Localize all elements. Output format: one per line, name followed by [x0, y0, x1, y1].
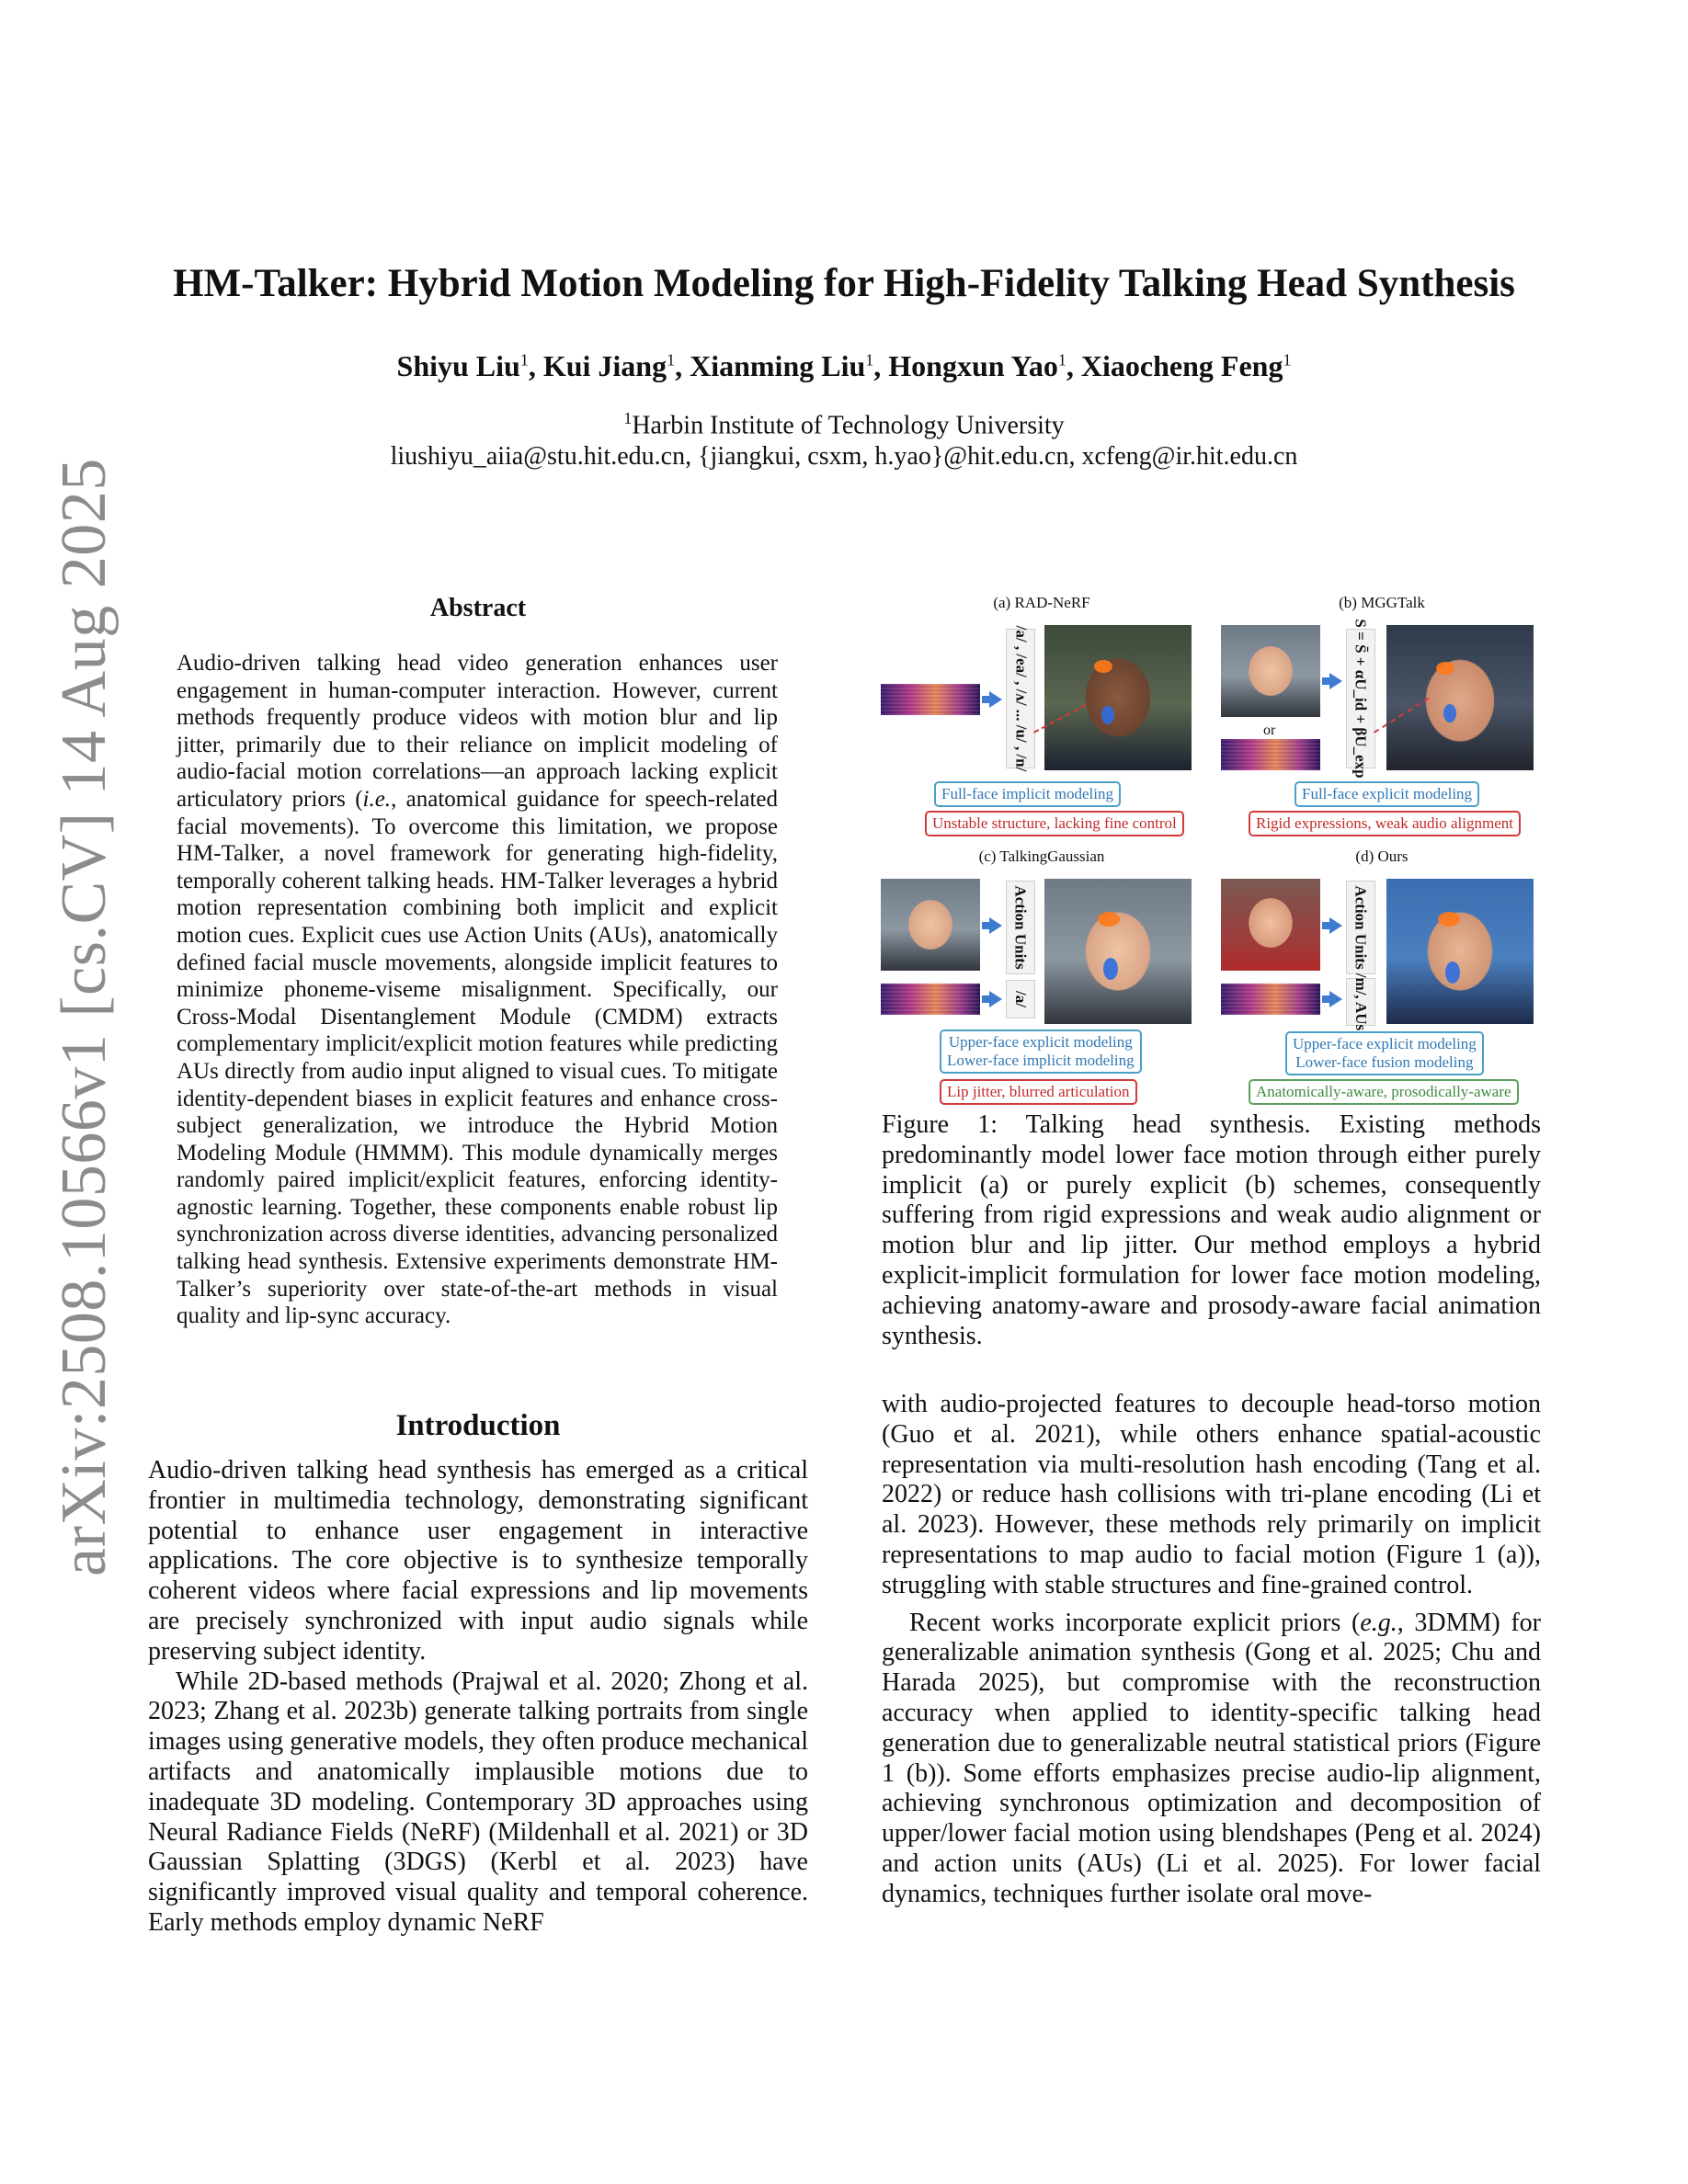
phoneme-sequence: /a/ , /ea/ , /ʌ/ ... /u/ , /n/ [1006, 629, 1035, 768]
introduction-left-column [148, 1456, 808, 1939]
audio-spectrogram [1221, 739, 1320, 770]
arrow-icon [1329, 917, 1342, 934]
talking-face-image [1044, 879, 1192, 1024]
phoneme-aus-box: /m/, AUs [1346, 978, 1375, 1026]
author-emails: liushiyu_aiia@stu.hit.edu.cn, {jiangkui, csxm, h.yao}@hit.edu.cn, xcfeng@ir.hit.edu.cn [390, 442, 1298, 472]
panel-title: (d) Ours [1355, 847, 1409, 865]
motion-highlight [1094, 660, 1112, 673]
method-property-label: Upper-face explicit modeling Lower-face fusion modeling [1285, 1031, 1484, 1075]
talking-face-image [1386, 879, 1534, 1024]
audio-spectrogram [881, 684, 980, 715]
panel-title: (b) MGGTalk [1339, 594, 1425, 611]
author-name: Kui Jiang [542, 349, 667, 382]
arrow-icon [989, 691, 1002, 708]
motion-highlight [1436, 662, 1454, 675]
figure-1 [881, 594, 1543, 1109]
figure-caption: Figure 1: Talking head synthesis. Existing methods predominantly model lower face motion through either purely implicit (a) or purely explicit (b) schemes, consequently suffering from rigid expressions and weak audio alignment or motion blur and lip jitter. Our method employs a hybrid explicit-implicit formulation for lower face motion modeling, achieving anatomy-aware and prosody-aware facial animation synthesis. [882, 1110, 1541, 1350]
author-name: Xianming Liu [690, 349, 866, 382]
author-name: Xiaocheng Feng [1080, 349, 1283, 382]
abstract-text: Audio-driven talking head video generation enhances user engagement in human-computer interaction. However, current methods frequently produce videos with motion blur and lip jitter, primarily due to their reliance on implicit modeling of audio-facial motion correlations—an approach lacking explicit articulatory priors (i.e., anatomical guidance for speech-related facial movements). To overcome this limitation, we propose HM-Talker, a novel framework for generating high-fidelity, temporally coherent talking heads. HM-Talker leverages a hybrid motion representation combining both implicit and explicit motion cues. Explicit cues use Action Units (AUs), anatomically defined facial muscle movements, alongside implicit features to minimize phoneme-viseme misalignment. Specifically, our Cross-Modal Disentanglement Module (CMDM) extracts complementary implicit/explicit motion features while predicting AUs directly from audio input aligned to visual cues. To mitigate identity-dependent biases in explicit features and enhance cross-subject generalization, we introduce the Hybrid Motion Modeling Module (HMMM). This module dynamically merges randomly paired implicit/explicit features, enforcing identity-agnostic learning. Together, these components enable robust lip synchronization across diverse identities, advancing personalized talking head synthesis. Extensive experiments demonstrate HM-Talker’s superiority over state-of-the-art methods in visual quality and lip-sync accuracy. [177, 651, 778, 1329]
arxiv-identifier: arXiv:2508.10566v1 [cs.CV] 14 Aug 2025 [49, 458, 120, 1576]
talking-face-image [1044, 625, 1192, 770]
method-limitation-label: Unstable structure, lacking fine control [925, 811, 1184, 836]
paragraph: While 2D-based methods (Prajwal et al. 2020; Zhong et al. 2023; Zhang et al. 2023b) generate talking portraits from single images using generative models, they often produce mechanical artifacts and anatomically implausible motions due to inadequate 3D modeling. Contemporary 3D approaches using Neural Radiance Fields (NeRF) (Mildenhall et al. 2021) or 3D Gaussian Splatting (3DGS) (Kerbl et al. 2023) have significantly improved visual quality and temporal coherence. Early methods employ dynamic NeRF [148, 1666, 808, 1937]
reference-face-image [881, 879, 980, 971]
method-advantage-label: Anatomically-aware, prosodically-aware [1249, 1079, 1519, 1105]
action-units-box: Action Units [1346, 881, 1375, 974]
panel-title: (a) RAD-NeRF [993, 594, 1090, 611]
paragraph: Audio-driven talking head synthesis has emerged as a critical frontier in multimedia technology, demonstrating significant potential to enhance user engagement in interactive applications. The core objective is to synthesize temporally coherent videos where facial expressions and lip movements are precisely synchronized with input audio signals while preserving subject identity. [148, 1456, 808, 1666]
author-list: Shiyu Liu$^1$, Kui Jiang$^1$, Xianming Liu$^1$, Hongxun Yao$^1$, Xiaocheng Feng$^1$ [396, 349, 1292, 382]
talking-face-image [1386, 625, 1534, 770]
motion-highlight [1103, 958, 1118, 980]
motion-highlight [1445, 961, 1460, 984]
abstract-heading: Abstract [429, 594, 527, 622]
paper-title: HM-Talker: Hybrid Motion Modeling for High-Fidelity Talking Head Synthesis [173, 262, 1515, 305]
affiliation-block: $^1$Harbin Institute of Technology University liushiyu_aiia@stu.hit.edu.cn, {jiangkui, csxm, h.yao}@hit.edu.cn, xcfeng@ir.hit.edu.cn [0, 403, 1688, 472]
or-text: or [1263, 722, 1276, 738]
affiliation-name: Harbin Institute of Technology University [632, 411, 1065, 440]
motion-highlight [1098, 912, 1120, 927]
author-name: Hongxun Yao [888, 349, 1058, 382]
figure-panel-rad-nerf [881, 594, 1203, 842]
panel-title: (c) TalkingGaussian [978, 847, 1105, 865]
arrow-icon [1329, 673, 1342, 689]
phoneme-box: /a/ [1006, 980, 1035, 1018]
method-limitation-label: Rigid expressions, weak audio alignment [1249, 811, 1521, 836]
method-property-label: Full-face explicit modeling [1295, 781, 1479, 807]
reference-face-image [1221, 625, 1320, 717]
author-name: Shiyu Liu [396, 349, 520, 382]
arrow-icon [989, 917, 1002, 934]
3dmm-formula: S = S̄ + αU_id + βU_exp [1346, 629, 1375, 768]
figure-panel-mggtalk [1221, 594, 1543, 842]
motion-highlight [1443, 704, 1456, 722]
method-property-label: Full-face implicit modeling [934, 781, 1121, 807]
method-property-label: Upper-face explicit modeling Lower-face implicit modeling [940, 1029, 1142, 1074]
introduction-heading: Introduction [395, 1409, 561, 1442]
audio-spectrogram [881, 984, 980, 1015]
audio-spectrogram [1221, 984, 1320, 1015]
arrow-icon [989, 991, 1002, 1007]
figure-panel-ours [1221, 847, 1543, 1114]
paragraph: with audio-projected features to decouple head-torso motion (Guo et al. 2021), while others enhance spatial-acoustic representation via multi-resolution hash encoding (Tang et al. 2022) or reduce hash collisions with tri-plane encoding (Li et al. 2023). However, these methods rely primarily on implicit representations to map audio to facial motion (Figure 1 (a)), struggling with stable structures and fine-grained control. [882, 1390, 1541, 1599]
reference-face-image [1221, 879, 1320, 971]
method-limitation-label: Lip jitter, blurred articulation [940, 1079, 1137, 1105]
motion-highlight [1438, 912, 1460, 927]
arrow-icon [1329, 991, 1342, 1007]
paragraph: Recent works incorporate explicit priors (e.g., 3DMM) for generalizable animation synthesis (Gong et al. 2025; Chu and Harada 2025), but compromise with the reconstruction accuracy when applied to identity-specific talking head generation due to generalizable neutral statistical priors (Figure 1 (b)). Some efforts emphasizes precise audio-lip alignment, achieving synchronous optimization and decomposition of upper/lower facial motion using blendshapes (Peng et al. 2024) and action units (AUs) (Li et al. 2025). For lower facial dynamics, techniques further isolate oral move- [882, 1608, 1541, 1908]
action-units-box: Action Units [1006, 881, 1035, 974]
figure-panel-talkinggaussian [881, 847, 1203, 1114]
motion-highlight [1101, 706, 1114, 724]
introduction-right-column [882, 1390, 1541, 1910]
